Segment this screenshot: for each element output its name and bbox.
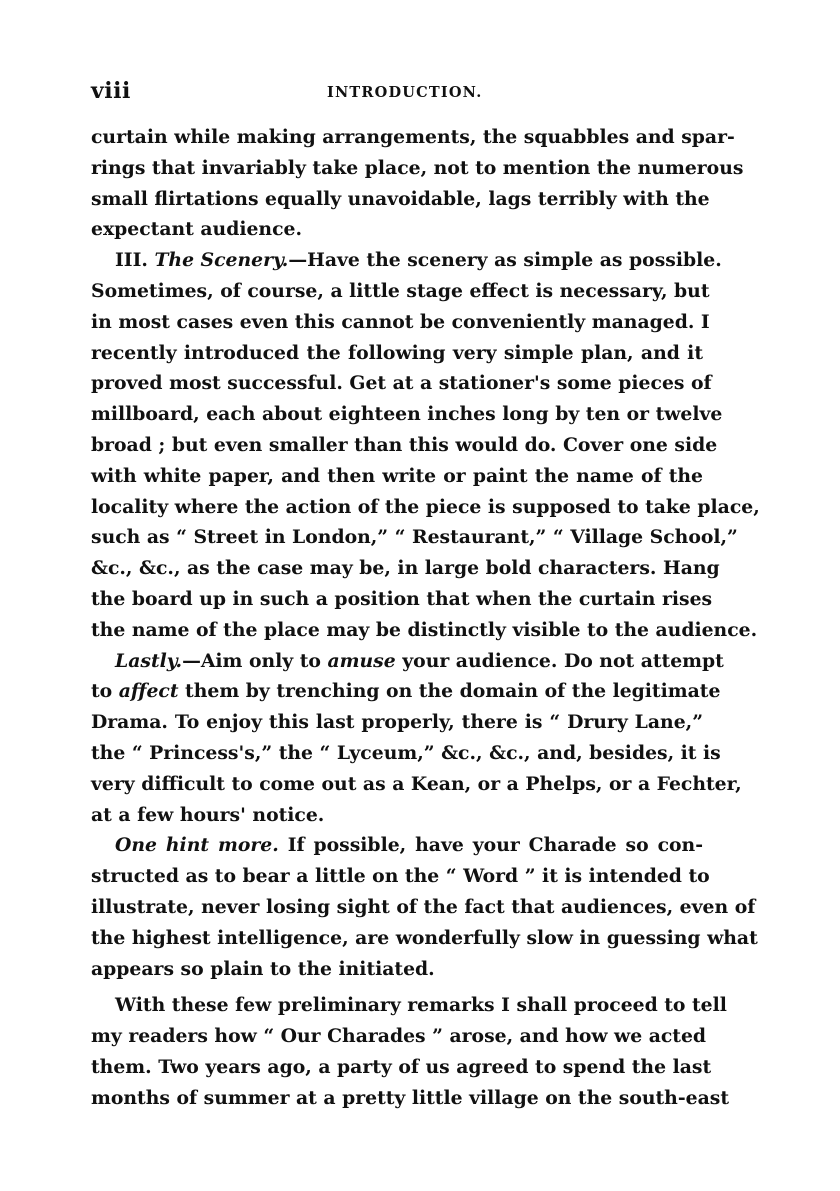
section-heading: Lastly. <box>115 649 183 672</box>
text-line: illustrate, never losing sight of the fact that audiences, even of <box>91 895 756 918</box>
emphasis: affect <box>118 680 179 703</box>
text-line: rings that invariably take place, not to mention the numerous <box>91 156 744 179</box>
text-line: recently introduced the following very simple plan, and it <box>91 341 703 364</box>
text-line: structed as to bear a little on the “ Word ” it is intended to <box>91 865 710 888</box>
text-line: such as “ Street in London,” “ Restaurant,” “ Village School,” <box>91 526 738 549</box>
text-line: Drama. To enjoy this last properly, there is “ Drury Lane,” <box>91 711 703 734</box>
text-line: &c., &c., as the case may be, in large bold characters. Hang <box>91 557 720 580</box>
text-line: at a few hours' notice. <box>91 803 325 826</box>
text-line: the highest intelligence, are wonderfully slow in guessing what <box>91 926 758 949</box>
text-line: very difficult to come out as a Kean, or a Phelps, or a Fechter, <box>91 772 742 795</box>
text-run: your audience. Do not attempt <box>395 649 724 672</box>
book-page <box>91 76 760 1114</box>
text-run: to <box>91 680 119 703</box>
text-line: my readers how “ Our Charades ” arose, and how we acted <box>91 1025 707 1048</box>
text-line <box>91 676 721 707</box>
text-run: —Aim only to <box>182 649 328 672</box>
text-line: months of summer at a pretty little village on the south-east <box>91 1086 730 1109</box>
text-run: —Have the scenery as simple as possible. <box>288 249 722 272</box>
emphasis: amuse <box>327 649 396 672</box>
text-line: appears so plain to the initiated. <box>91 957 435 980</box>
text-line: small flirtations equally unavoidable, lags terribly with the <box>91 187 710 210</box>
text-line: locality where the action of the piece is supposed to take place, <box>91 495 760 518</box>
text-line <box>91 646 724 677</box>
page-number: viii <box>91 78 131 104</box>
text-line: with white paper, and then write or paint the name of the <box>91 464 703 487</box>
text-line: expectant audience. <box>91 218 302 241</box>
text-run: If possible, have your Charade so con- <box>278 834 703 857</box>
running-head <box>91 76 703 110</box>
running-title: INTRODUCTION. <box>327 84 483 101</box>
section-heading: The Scenery. <box>154 249 289 272</box>
text-run: them by trenching on the domain of the legitimate <box>178 680 721 703</box>
text-line: millboard, each about eighteen inches long by ten or twelve <box>91 403 723 426</box>
text-line <box>91 830 703 861</box>
text-line: proved most successful. Get at a stationer's some pieces of <box>91 372 712 395</box>
text-line: the name of the place may be distinctly visible to the audience. <box>91 618 758 641</box>
text-line: curtain while making arrangements, the squabbles and spar- <box>91 126 735 148</box>
section-heading: One hint more. <box>115 834 279 857</box>
text-line: them. Two years ago, a party of us agreed to spend the last <box>91 1055 712 1078</box>
section-number: III. <box>115 249 155 272</box>
text-line: broad ; but even smaller than this would do. Cover one side <box>91 433 718 456</box>
text-line: the “ Princess's,” the “ Lyceum,” &c., &c., and, besides, it is <box>91 741 721 764</box>
body-text <box>91 122 760 1114</box>
text-line: the board up in such a position that when the curtain rises <box>91 587 713 610</box>
text-line: in most cases even this cannot be conveniently managed. I <box>91 310 710 333</box>
text-line <box>91 245 722 276</box>
text-line: Sometimes, of course, a little stage effect is necessary, but <box>91 279 710 302</box>
text-line: With these few preliminary remarks I shall proceed to tell <box>115 994 727 1017</box>
